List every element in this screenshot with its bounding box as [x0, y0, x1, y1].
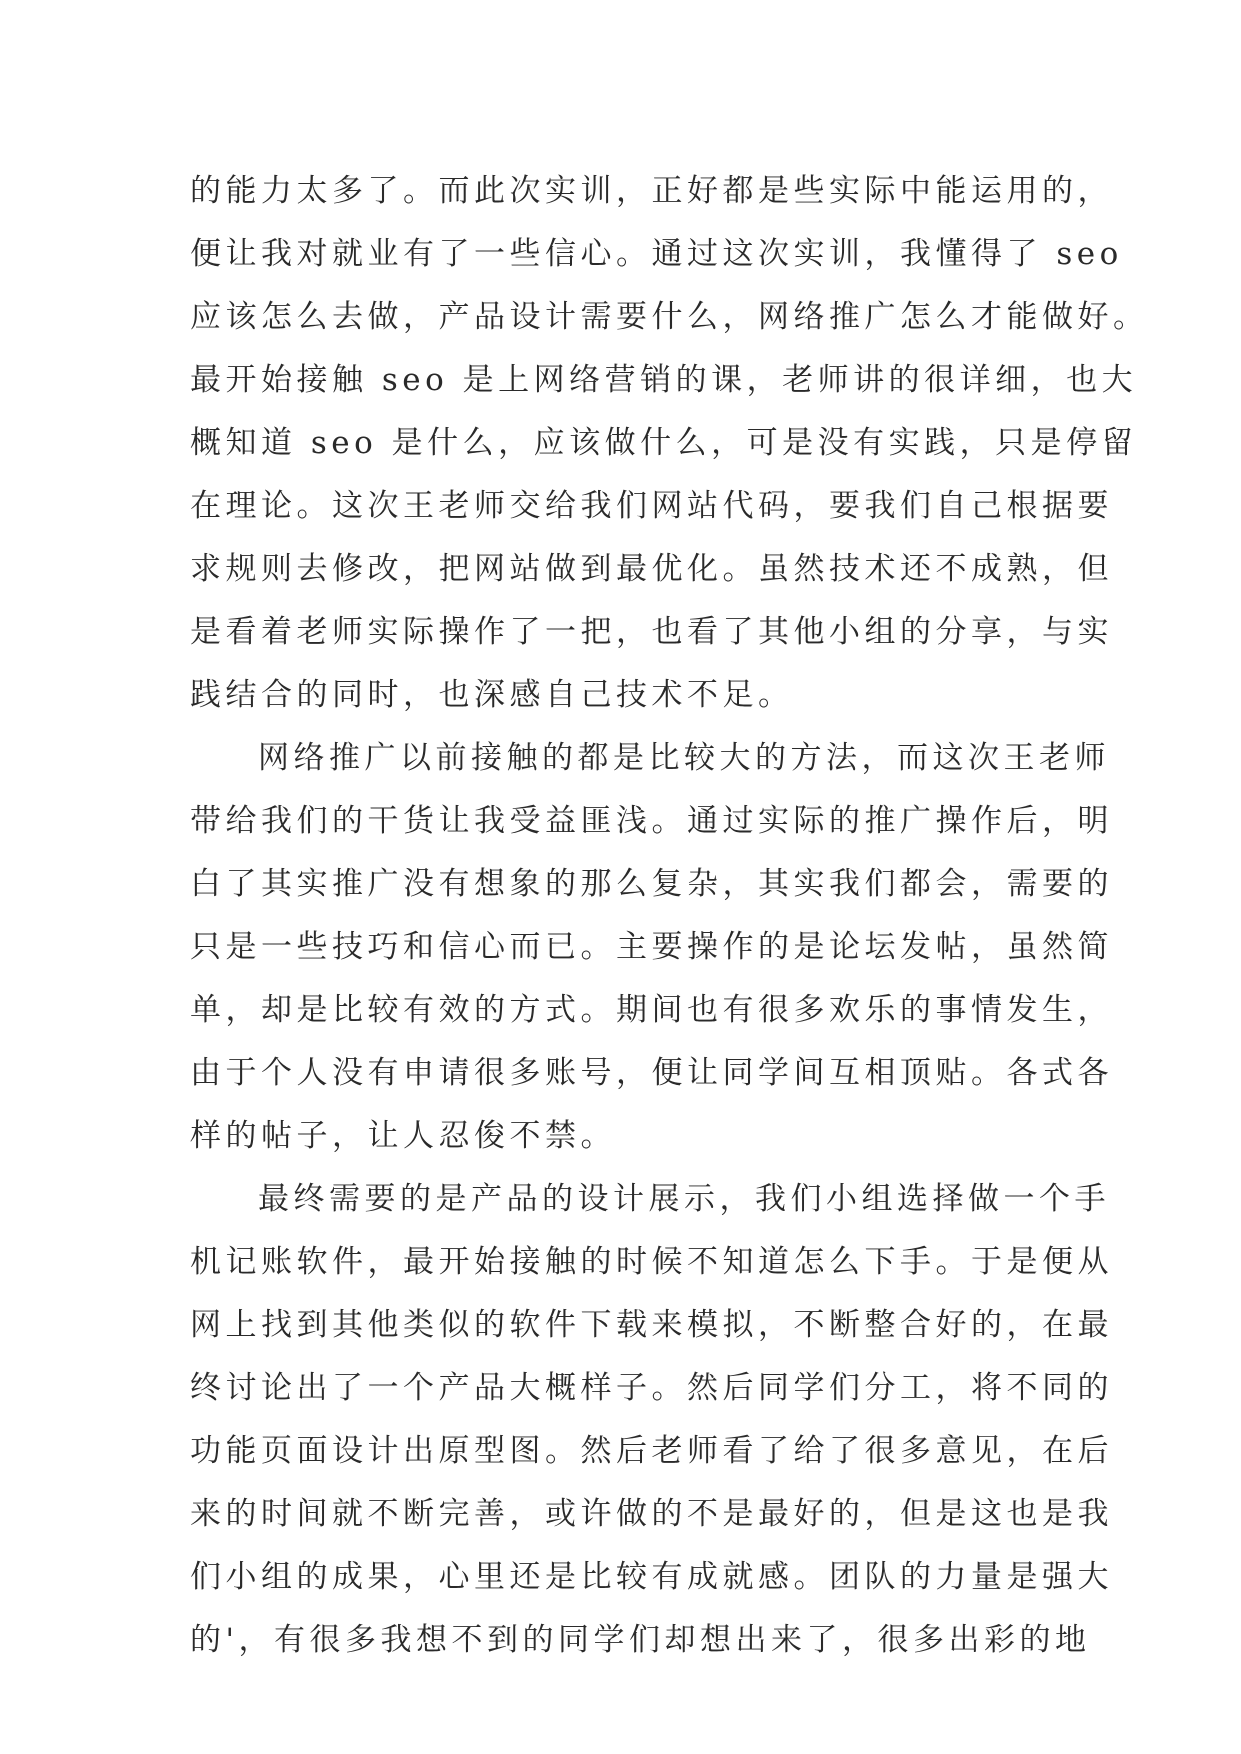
text-line: 功能页面设计出原型图。然后老师看了给了很多意见，在后 — [190, 1433, 1113, 1469]
text-line: 机记账软件，最开始接触的时候不知道怎么下手。于是便从 — [190, 1244, 1113, 1280]
text-line: 的'，有很多我想不到的同学们却想出来了，很多出彩的地 — [190, 1622, 1091, 1658]
text-line: 践结合的同时，也深感自己技术不足。 — [190, 677, 794, 713]
text-line: 是看着老师实际操作了一把，也看了其他小组的分享，与实 — [190, 614, 1113, 650]
text-line: 终讨论出了一个产品大概样子。然后同学们分工，将不同的 — [190, 1370, 1113, 1406]
paragraph-1 — [190, 160, 1149, 727]
text-line: 概知道 seo 是什么，应该做什么，可是没有实践，只是停留 — [190, 425, 1138, 461]
text-line: 由于个人没有申请很多账号，便让同学间互相顶贴。各式各 — [190, 1055, 1113, 1091]
text-line: 单，却是比较有效的方式。期间也有很多欢乐的事情发生， — [190, 992, 1113, 1028]
text-line: 白了其实推广没有想象的那么复杂，其实我们都会，需要的 — [190, 866, 1113, 902]
text-line: 们小组的成果，心里还是比较有成就感。团队的力量是强大 — [190, 1559, 1113, 1595]
document-body — [190, 160, 1149, 1672]
text-line: 在理论。这次王老师交给我们网站代码，要我们自己根据要 — [190, 488, 1113, 524]
text-line: 网络推广以前接触的都是比较大的方法，而这次王老师 — [258, 740, 1110, 776]
text-line: 应该怎么去做，产品设计需要什么，网络推广怎么才能做好。 — [190, 299, 1149, 335]
text-line: 的能力太多了。而此次实训，正好都是些实际中能运用的， — [190, 173, 1113, 209]
text-line: 最终需要的是产品的设计展示，我们小组选择做一个手 — [258, 1181, 1110, 1217]
text-line: 网上找到其他类似的软件下载来模拟，不断整合好的，在最 — [190, 1307, 1113, 1343]
text-line: 样的帖子，让人忍俊不禁。 — [190, 1118, 616, 1154]
text-line: 求规则去修改，把网站做到最优化。虽然技术还不成熟，但 — [190, 551, 1113, 587]
text-line: 只是一些技巧和信心而已。主要操作的是论坛发帖，虽然简 — [190, 929, 1113, 965]
paragraph-3 — [190, 1168, 1113, 1672]
text-line: 带给我们的干货让我受益匪浅。通过实际的推广操作后，明 — [190, 803, 1113, 839]
paragraph-2 — [190, 727, 1113, 1168]
text-line: 最开始接触 seo 是上网络营销的课，老师讲的很详细，也大 — [190, 362, 1138, 398]
text-line: 来的时间就不断完善，或许做的不是最好的，但是这也是我 — [190, 1496, 1113, 1532]
text-line: 便让我对就业有了一些信心。通过这次实训，我懂得了 seo — [190, 236, 1123, 272]
